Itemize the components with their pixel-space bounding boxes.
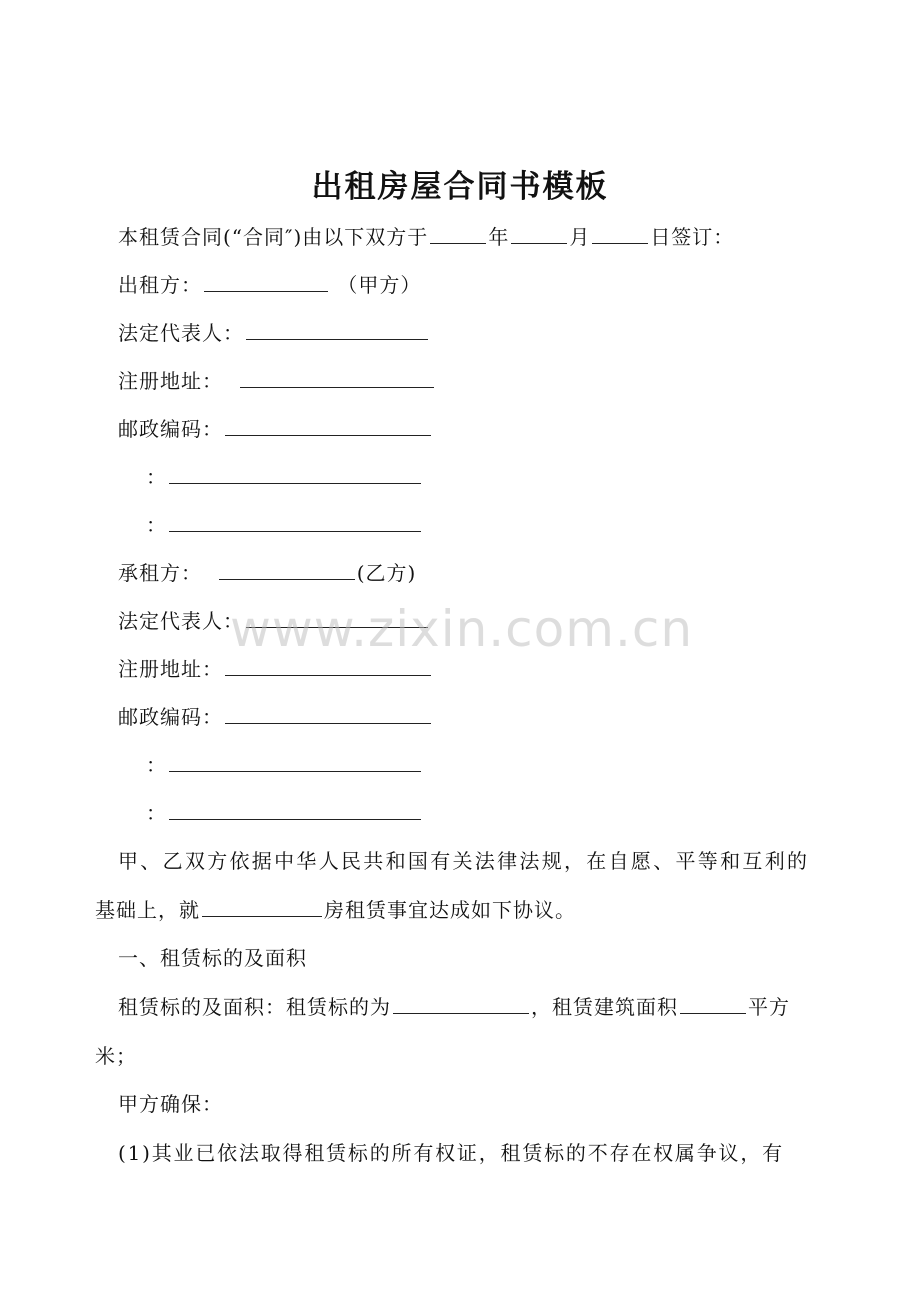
lessor-line	[118, 270, 421, 300]
lessee-postcode-line: 邮政编码：	[118, 702, 433, 732]
area-blank	[680, 993, 746, 1014]
lessee-address-line: 注册地址：	[118, 654, 433, 684]
lessor-address-line: 注册地址：	[118, 366, 436, 396]
lessee-field-blank	[169, 751, 421, 772]
lessor-label: 出租方：	[118, 273, 202, 297]
lessee-legal-rep-line: 法定代表人：	[118, 606, 430, 636]
premises-blank	[393, 993, 529, 1014]
area-line-2: 米；	[95, 1044, 137, 1068]
lessee-blank	[219, 559, 355, 580]
lessor-address-blank	[240, 367, 434, 388]
document-title: 出租房屋合同书模板	[311, 169, 609, 205]
item-line: (1)其业已依法取得租赁标的所有权证，租赁标的不存在权属争议，有	[118, 1141, 784, 1165]
property-blank	[202, 896, 322, 917]
lessor-legal-rep-line: 法定代表人：	[118, 318, 430, 348]
lessor-legal-rep-blank	[246, 319, 428, 340]
paragraph-line: 甲、乙双方依据中华人民共和国有关法律法规，在自愿、平等和互利的	[118, 849, 810, 873]
lessee-tag: (乙方)	[356, 561, 417, 585]
lessor-field-line: ：	[146, 510, 423, 540]
lessee-line	[118, 558, 416, 588]
watermark: www.zixin.com.cn	[230, 600, 694, 658]
lessor-postcode-blank	[225, 415, 431, 436]
lessee-address-blank	[225, 655, 431, 676]
day-blank	[592, 223, 648, 244]
lessor-blank	[204, 271, 328, 292]
area-line: 租赁标的及面积：租赁标的为 ，租赁建筑面积 平方	[118, 995, 790, 1019]
lessor-field-line: ：	[146, 462, 423, 492]
lessor-field-blank	[169, 511, 421, 532]
paragraph-line: 基础上，就 房租赁事宜达成如下协议。	[95, 898, 576, 922]
lessee-field-blank	[169, 799, 421, 820]
lessee-field-line: ：	[146, 750, 423, 780]
lessee-postcode-blank	[225, 703, 431, 724]
lessor-field-blank	[169, 463, 421, 484]
lessor-postcode-line: 邮政编码：	[118, 414, 433, 444]
lessee-legal-rep-blank	[246, 607, 428, 628]
lessee-field-line: ：	[146, 798, 423, 828]
year-blank	[430, 223, 486, 244]
month-blank	[511, 223, 567, 244]
lessor-tag: （甲方）	[337, 273, 422, 297]
intro-line: 本租赁合同(“合同″)由以下双方于 年 月 日签订：	[118, 225, 735, 249]
lessee-label: 承租方：	[118, 561, 202, 585]
section-heading: 一、租赁标的及面积	[118, 946, 307, 970]
guarantee-line: 甲方确保：	[118, 1092, 223, 1116]
